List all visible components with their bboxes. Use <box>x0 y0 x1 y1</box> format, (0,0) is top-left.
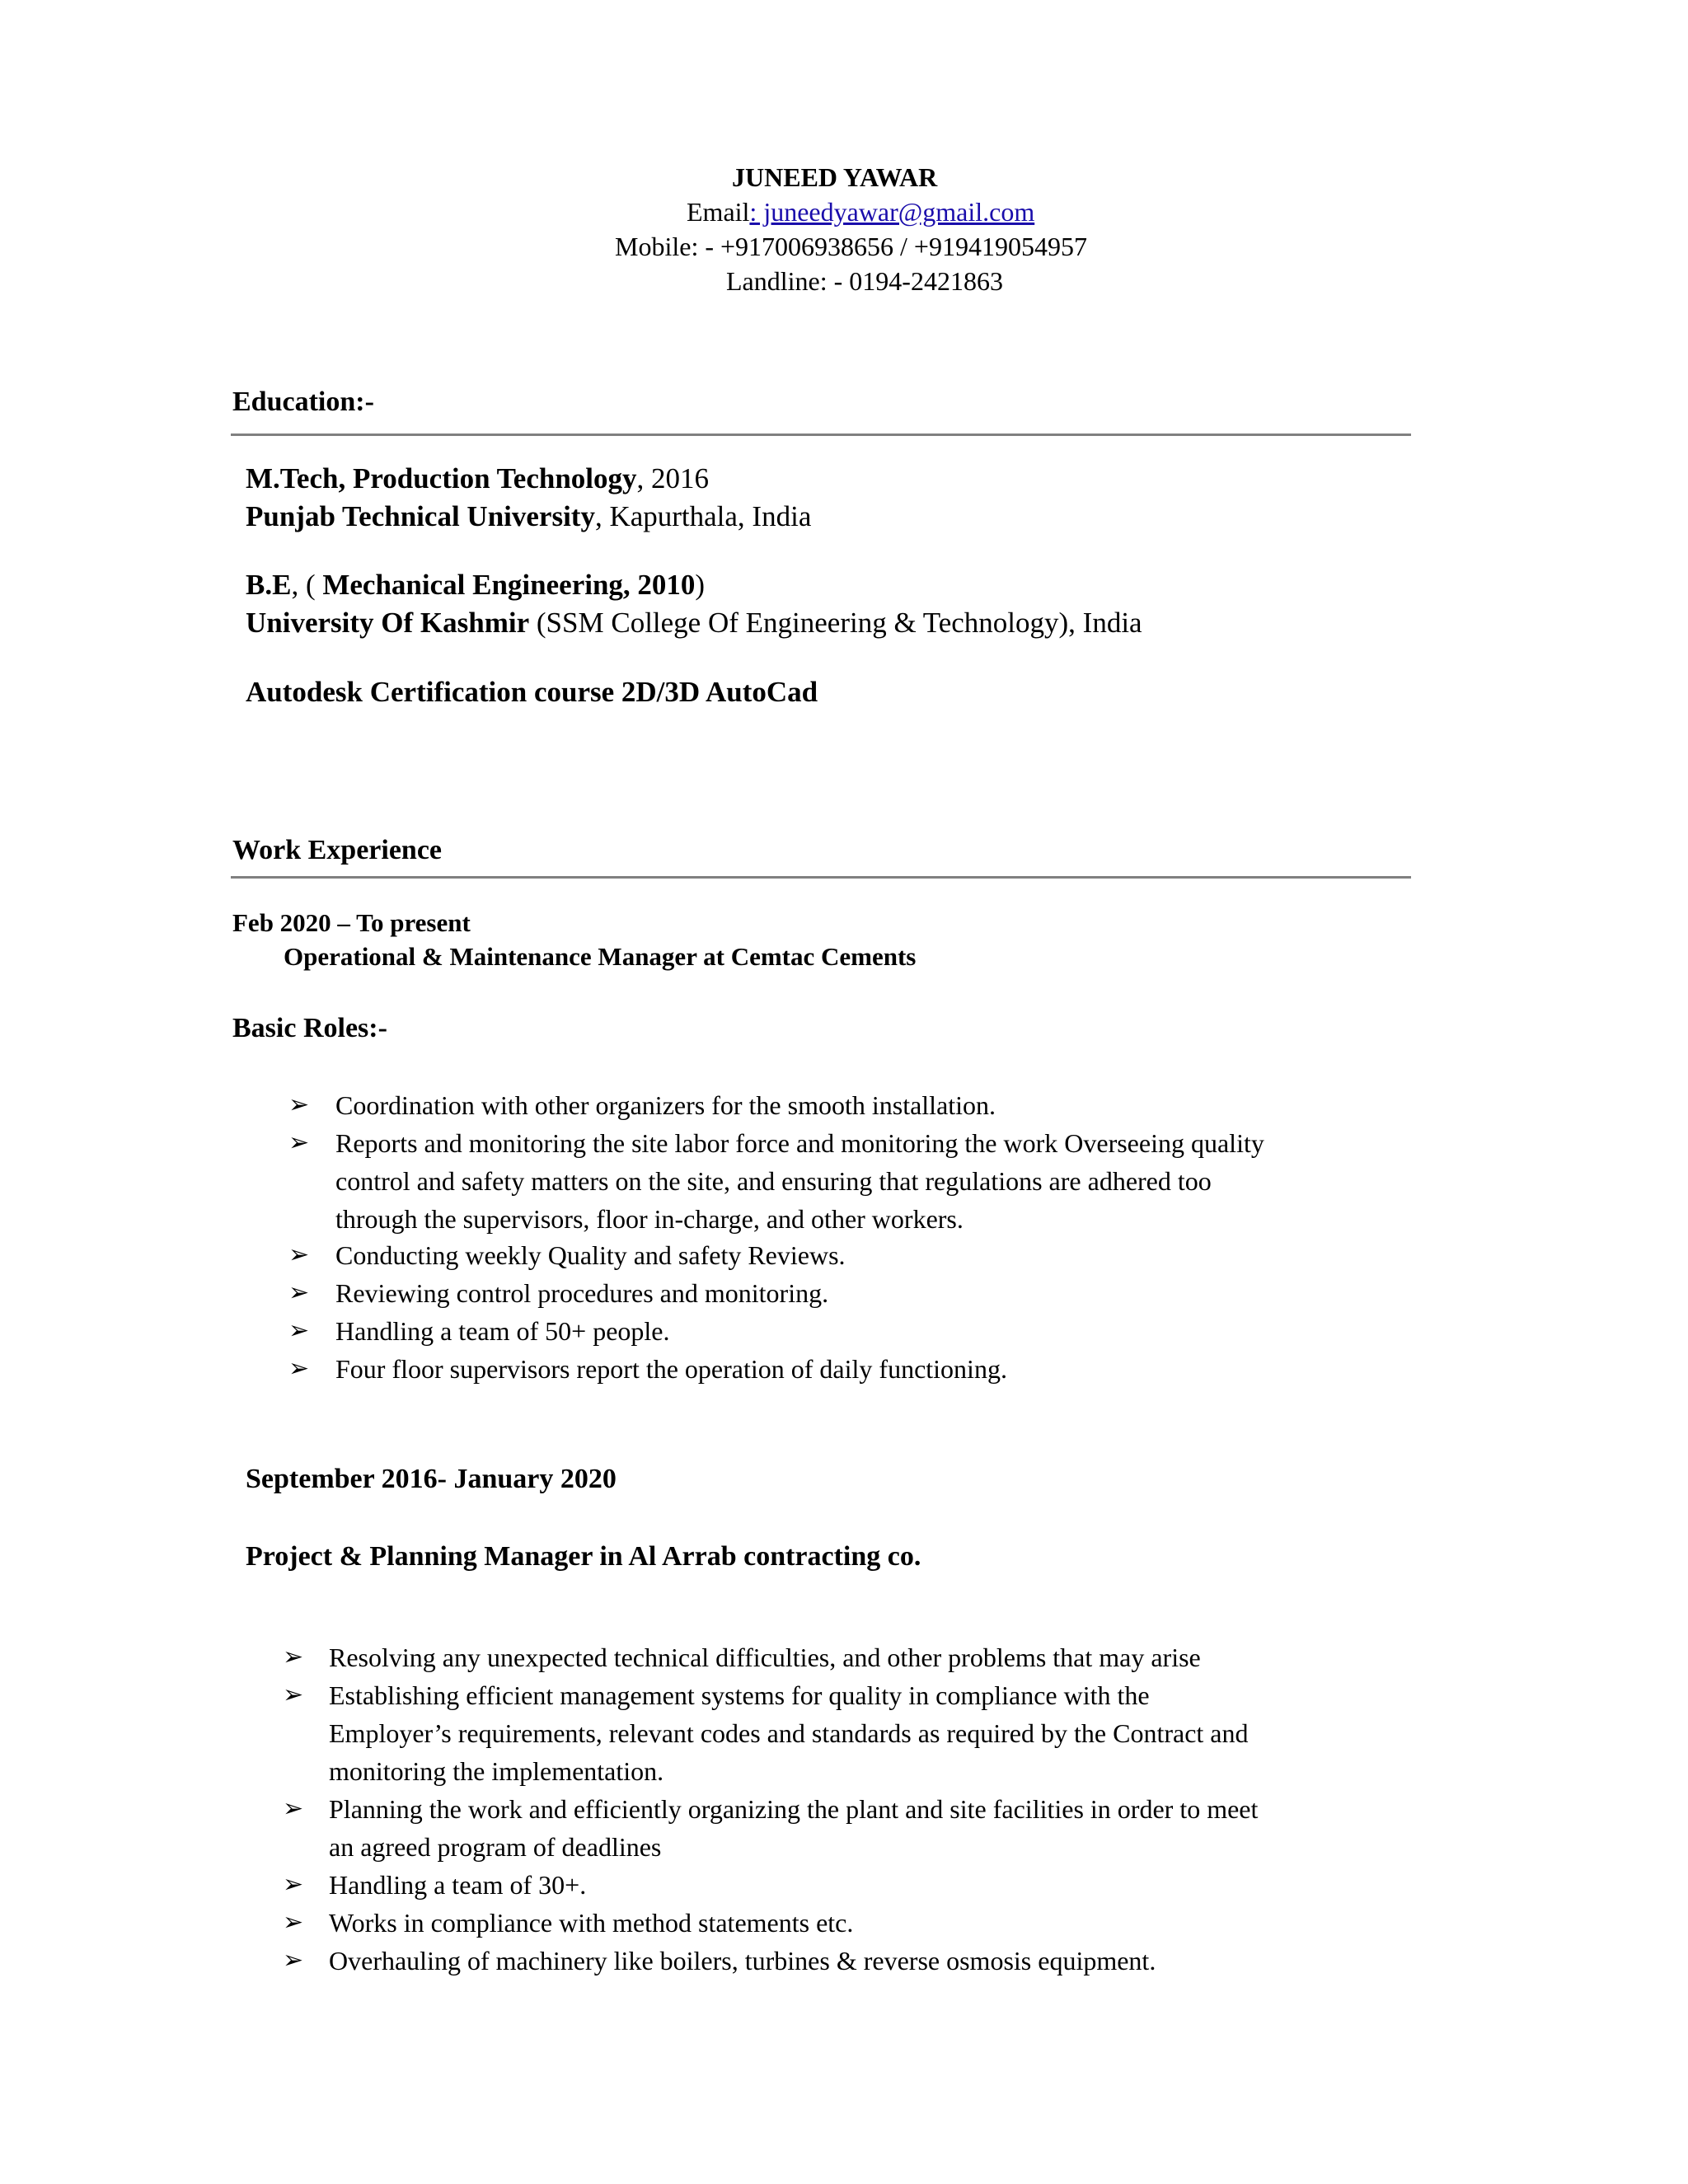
education-heading: Education:- <box>232 387 374 417</box>
bullet-text-continued: Employer’s requirements, relevant codes and standards as required by the Contract and <box>329 1718 1249 1748</box>
arrow-bullet-icon: ➢ <box>288 1278 310 1307</box>
bullet-text-continued: monitoring the implementation. <box>329 1756 664 1786</box>
candidate-name: JUNEED YAWAR <box>732 162 938 192</box>
bullet-text: Handling a team of 50+ people. <box>335 1316 670 1346</box>
arrow-bullet-icon: ➢ <box>283 1794 304 1823</box>
education-divider <box>231 434 1411 436</box>
bullet-text: Reviewing control procedures and monitoring. <box>335 1278 829 1308</box>
bullet-text: Overhauling of machinery like boilers, turbines & reverse osmosis equipment. <box>329 1946 1156 1975</box>
job1-title: Operational & Maintenance Manager at Cemtac Cements <box>284 942 917 971</box>
bullet-text: Handling a team of 30+. <box>329 1870 587 1900</box>
mtech-university: Punjab Technical University <box>246 500 595 532</box>
job1-period: Feb 2020 – To present <box>232 908 471 937</box>
bullet-text-continued: control and safety matters on the site, and ensuring that regulations are adhered too <box>335 1166 1212 1196</box>
mtech-degree: M.Tech, Production Technology <box>246 462 637 494</box>
bullet-text: Coordination with other organizers for the smooth installation. <box>335 1090 996 1120</box>
bullet-text: Works in compliance with method statements etc. <box>329 1908 854 1938</box>
be-line <box>246 569 705 602</box>
list-item <box>283 1676 1503 1790</box>
be-close: ) <box>695 569 706 601</box>
arrow-bullet-icon: ➢ <box>288 1316 310 1345</box>
be-degree: B.E <box>246 569 292 601</box>
job2-period: September 2016- January 2020 <box>246 1464 617 1494</box>
mtech-year: , 2016 <box>636 462 710 494</box>
bullet-text: Conducting weekly Quality and safety Reviews. <box>335 1240 846 1270</box>
be-field: Mechanical Engineering, 2010 <box>322 569 696 601</box>
mtech-university-line <box>246 500 811 533</box>
arrow-bullet-icon: ➢ <box>283 1946 304 1975</box>
job2-title: Project & Planning Manager in Al Arrab contracting co. <box>246 1541 921 1572</box>
work-divider <box>231 876 1411 879</box>
arrow-bullet-icon: ➢ <box>288 1090 310 1119</box>
bullet-text-continued: through the supervisors, floor in-charge, and other workers. <box>335 1204 964 1234</box>
work-heading: Work Experience <box>232 835 443 865</box>
arrow-bullet-icon: ➢ <box>283 1908 304 1937</box>
arrow-bullet-icon: ➢ <box>283 1680 304 1709</box>
email-label: Email <box>687 197 750 227</box>
arrow-bullet-icon: ➢ <box>283 1870 304 1899</box>
certification: Autodesk Certification course 2D/3D AutoCad <box>246 676 818 708</box>
list-item <box>288 1124 1500 1238</box>
be-university: University Of Kashmir <box>246 607 530 639</box>
bullet-text: Planning the work and efficiently organizing the plant and site facilities in order to meet <box>329 1794 1259 1824</box>
bullet-text-continued: an agreed program of deadlines <box>329 1832 662 1862</box>
bullet-text: Resolving any unexpected technical difficulties, and other problems that may arise <box>329 1643 1201 1672</box>
mtech-location: , Kapurthala, India <box>594 500 812 532</box>
bullet-text: Reports and monitoring the site labor force and monitoring the work Overseeing quality <box>335 1128 1264 1158</box>
list-item <box>283 1790 1503 1866</box>
be-university-line <box>246 607 1142 640</box>
mobile-line: Mobile: - +917006938656 / +919419054957 <box>615 232 1087 261</box>
email-line <box>687 197 1034 227</box>
arrow-bullet-icon: ➢ <box>283 1643 304 1671</box>
bullet-text: Establishing efficient management systems for quality in compliance with the <box>329 1680 1150 1710</box>
roles-heading: Basic Roles:- <box>232 1013 387 1043</box>
be-sep: , ( <box>291 569 323 601</box>
arrow-bullet-icon: ➢ <box>288 1240 310 1269</box>
arrow-bullet-icon: ➢ <box>288 1128 310 1157</box>
bullet-text: Four floor supervisors report the operation of daily functioning. <box>335 1354 1007 1384</box>
landline-line: Landline: - 0194-2421863 <box>726 266 1003 296</box>
arrow-bullet-icon: ➢ <box>288 1354 310 1383</box>
email-link[interactable]: : juneedyawar@gmail.com <box>749 197 1035 227</box>
mtech-line <box>246 462 709 495</box>
be-college: (SSM College Of Engineering & Technology), India <box>529 607 1142 639</box>
